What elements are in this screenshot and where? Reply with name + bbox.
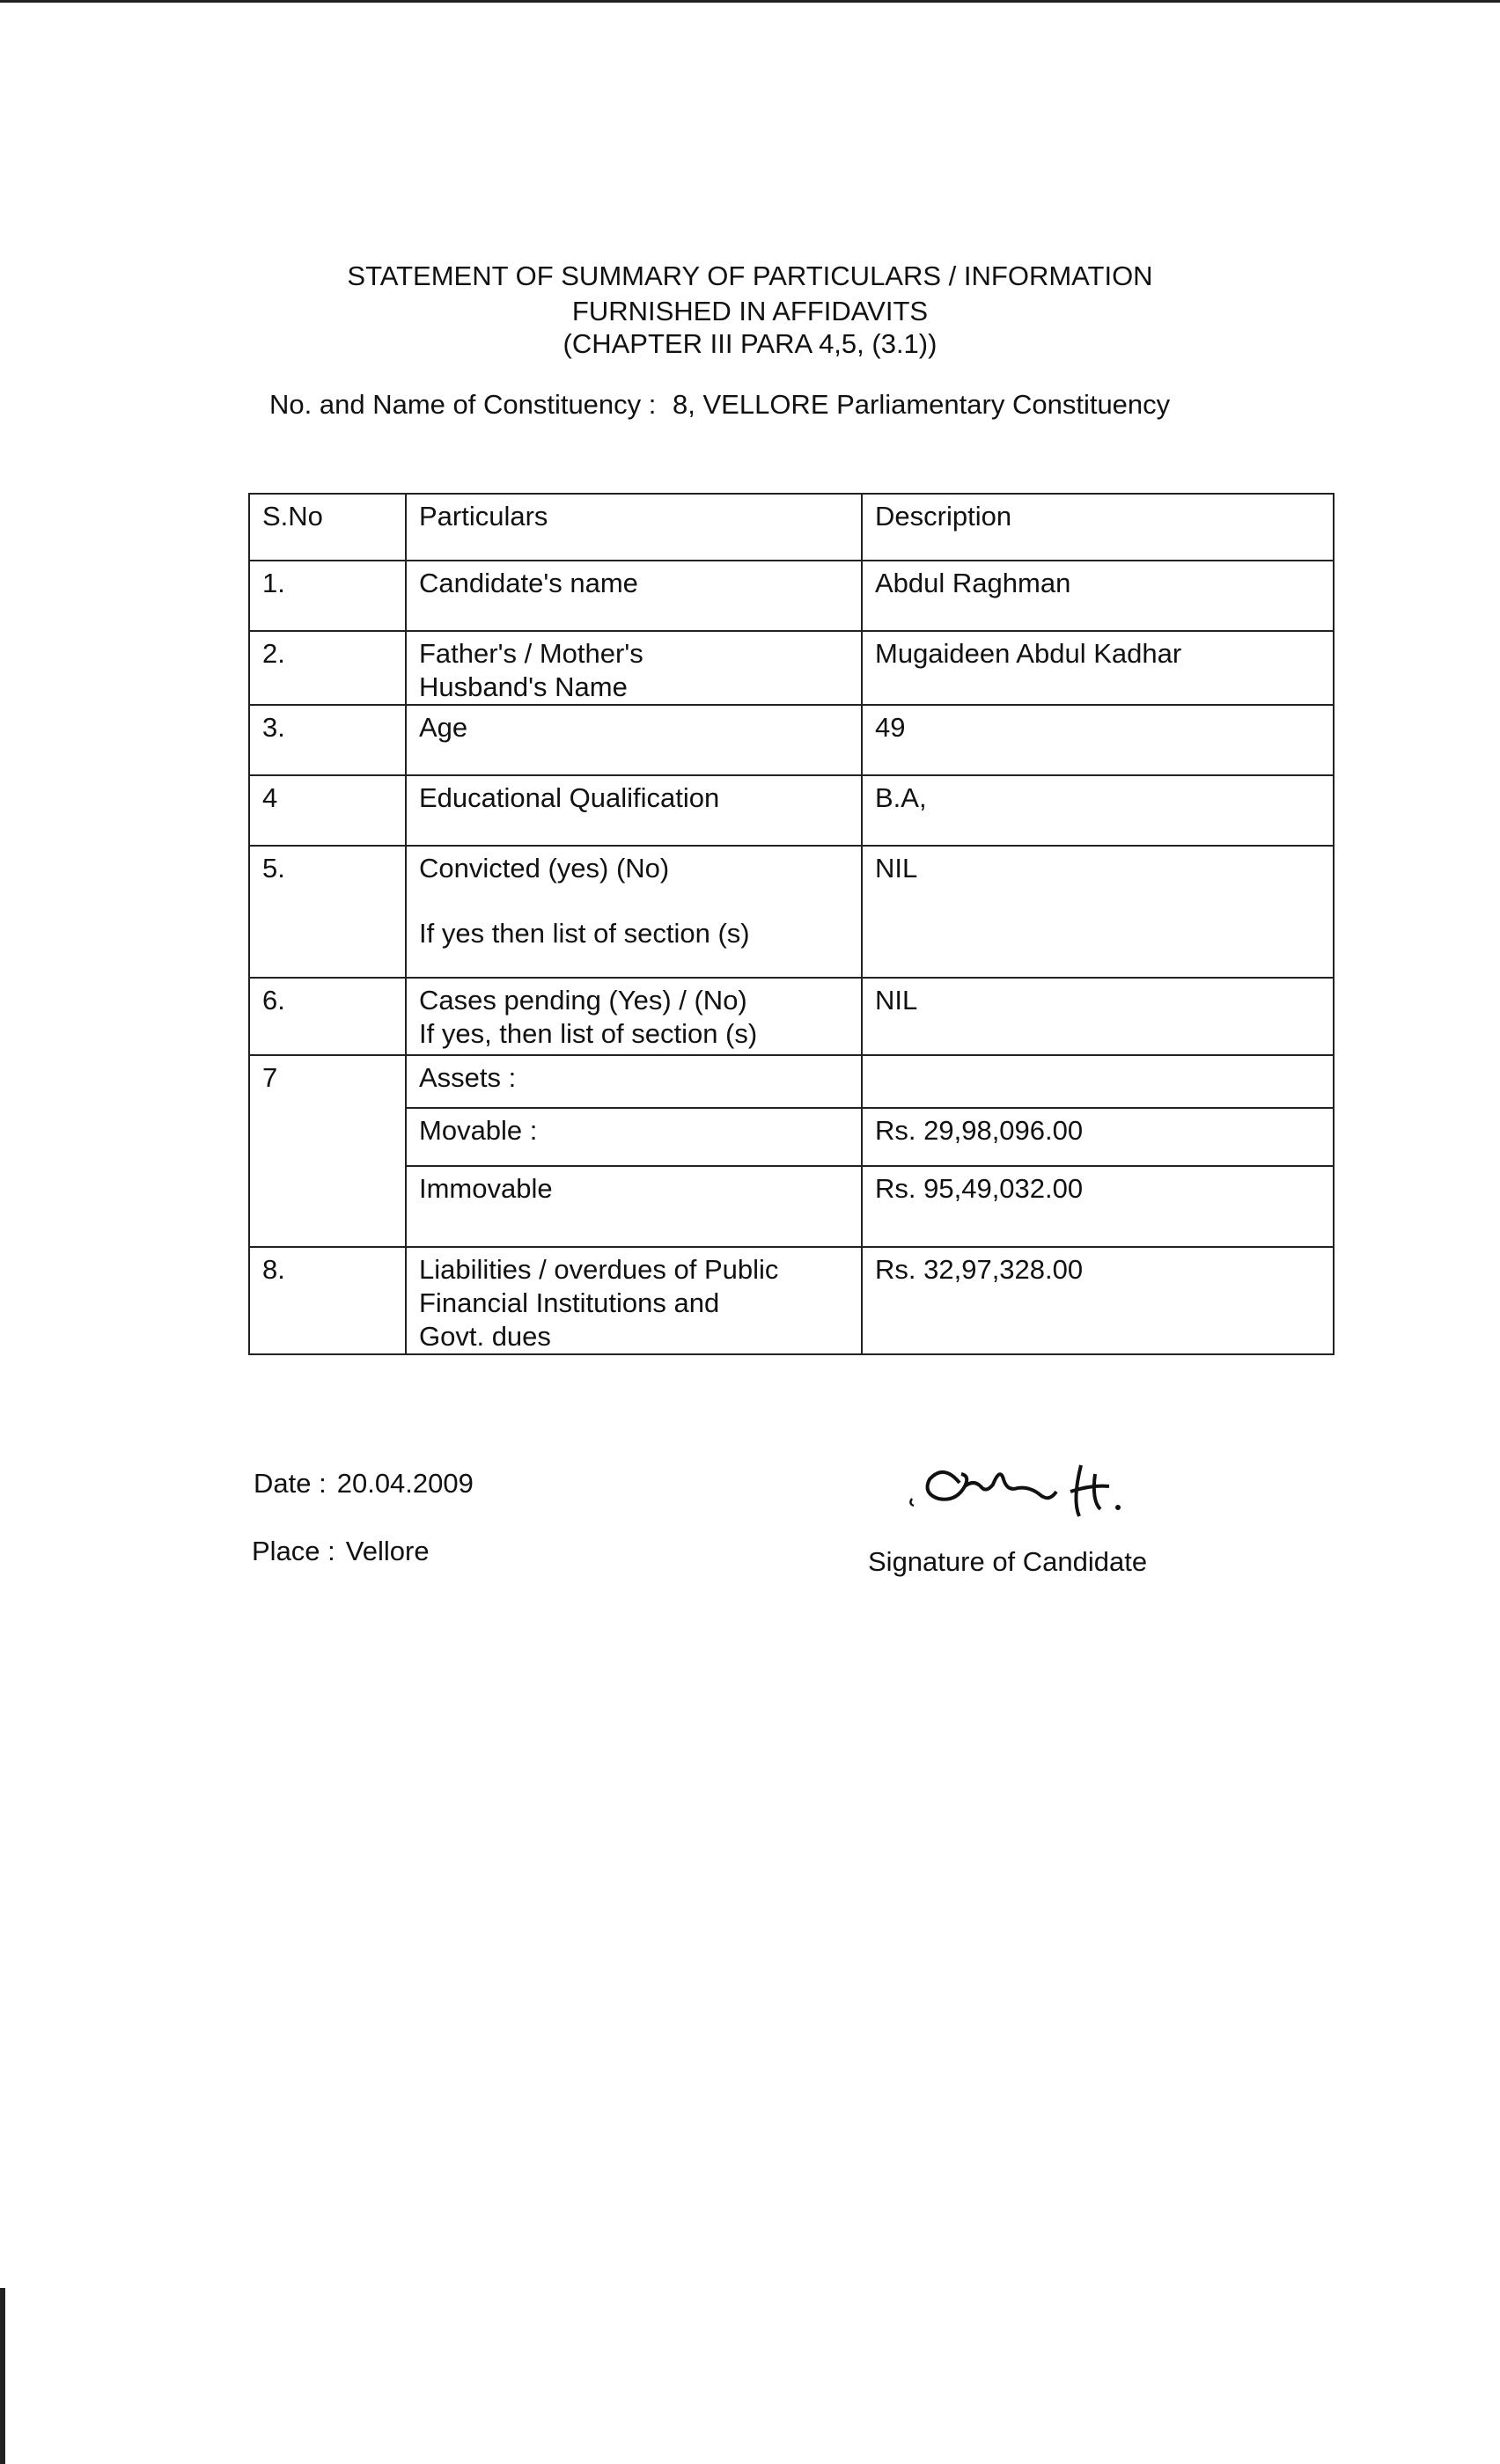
constituency-label: No. and Name of Constituency : — [269, 389, 657, 420]
place-line — [252, 1536, 430, 1567]
table-row — [249, 978, 1334, 1055]
row-particulars: Educational Qualification — [406, 775, 862, 846]
row-particulars: Candidate's name — [406, 561, 862, 631]
row-sno: 7 — [249, 1055, 406, 1247]
row-particulars — [406, 846, 862, 978]
table-row — [249, 631, 1334, 705]
particulars-line: Husband's Name — [419, 671, 628, 702]
row-description: Rs. 29,98,096.00 — [862, 1108, 1334, 1166]
summary-table — [248, 493, 1335, 1355]
row-sno: 1. — [249, 561, 406, 631]
place-label: Place : — [252, 1536, 335, 1566]
row-description: 49 — [862, 705, 1334, 775]
row-description: Rs. 95,49,032.00 — [862, 1166, 1334, 1247]
date-line — [254, 1468, 474, 1500]
row-description: NIL — [862, 978, 1334, 1055]
row-sno: 5. — [249, 846, 406, 978]
row-description: Rs. 32,97,328.00 — [862, 1247, 1334, 1354]
scan-border-left — [0, 2288, 5, 2464]
row-sno: 2. — [249, 631, 406, 705]
row-sno: 3. — [249, 705, 406, 775]
row-description: Abdul Raghman — [862, 561, 1334, 631]
scan-border-top — [0, 0, 1500, 5]
date-label: Date : — [254, 1468, 327, 1499]
table-row — [249, 1108, 1334, 1166]
handwritten-signature — [907, 1448, 1171, 1527]
constituency-value: 8, VELLORE Parliamentary Constituency — [673, 389, 1171, 420]
document-title: STATEMENT OF SUMMARY OF PARTICULARS / INFORMATION — [347, 260, 1153, 291]
particulars-line: Liabilities / overdues of Public — [419, 1254, 779, 1285]
particulars-line: Govt. dues — [419, 1321, 551, 1352]
particulars-line: Cases pending (Yes) / (No) — [419, 985, 747, 1016]
row-particulars — [406, 978, 862, 1055]
table-row — [249, 1247, 1334, 1354]
row-sno: 8. — [249, 1247, 406, 1354]
row-particulars: Movable : — [406, 1108, 862, 1166]
table-row — [249, 561, 1334, 631]
table-row — [249, 705, 1334, 775]
particulars-line: Convicted (yes) (No) — [419, 853, 670, 884]
row-description: NIL — [862, 846, 1334, 978]
row-particulars — [406, 631, 862, 705]
signature-caption: Signature of Candidate — [868, 1546, 1148, 1577]
particulars-line: If yes then list of section (s) — [419, 918, 750, 949]
row-particulars — [406, 1247, 862, 1354]
row-sno: 4 — [249, 775, 406, 846]
row-description: Mugaideen Abdul Kadhar — [862, 631, 1334, 705]
table-header-row — [249, 494, 1334, 561]
header-sno: S.No — [249, 494, 406, 561]
table-row — [249, 1055, 1334, 1108]
row-sno: 6. — [249, 978, 406, 1055]
constituency-line — [269, 389, 1170, 421]
particulars-line: If yes, then list of section (s) — [419, 1018, 758, 1049]
table-row — [249, 775, 1334, 846]
particulars-line: Financial Institutions and — [419, 1287, 720, 1318]
place-value: Vellore — [345, 1536, 430, 1566]
row-description — [862, 1055, 1334, 1108]
row-particulars: Assets : — [406, 1055, 862, 1108]
row-description: B.A, — [862, 775, 1334, 846]
header-particulars: Particulars — [406, 494, 862, 561]
table-row — [249, 1166, 1334, 1247]
particulars-line: Father's / Mother's — [419, 638, 643, 669]
document-subtitle: FURNISHED IN AFFIDAVITS — [571, 296, 929, 326]
row-particulars: Age — [406, 705, 862, 775]
document-reference: (CHAPTER III PARA 4,5, (3.1)) — [562, 328, 938, 359]
table-row — [249, 846, 1334, 978]
header-description: Description — [862, 494, 1334, 561]
date-value: 20.04.2009 — [336, 1468, 474, 1499]
row-particulars: Immovable — [406, 1166, 862, 1247]
